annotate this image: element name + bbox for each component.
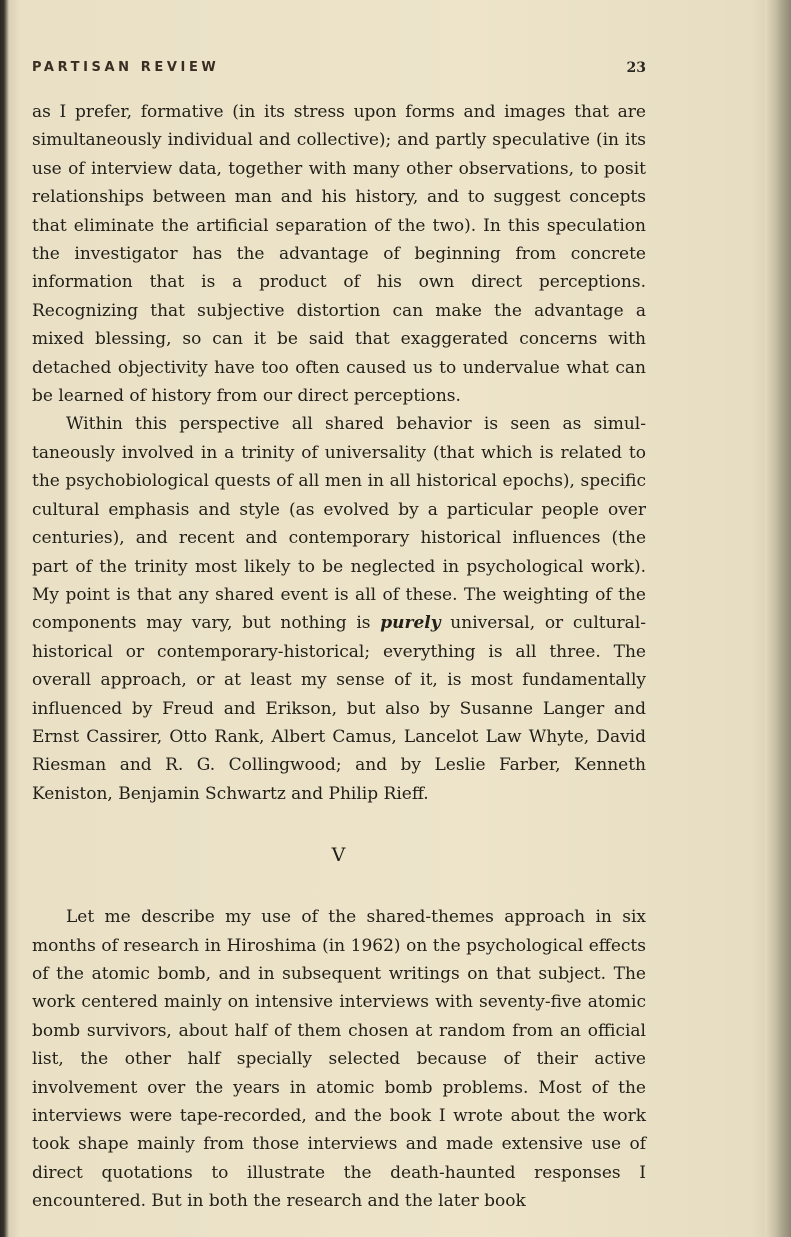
page-binding-shadow [765,0,791,1237]
page-number: 23 [626,60,646,76]
paragraph-1: as I prefer, formative (in its stress upon forms and images that are simultaneously individual and collective); and partly speculative (in its use of interview data, together with many other observations, to posit relationships between man and his history, and to suggest concepts that eliminate the artificial separation of the two). In this speculation the investigator has the advantage of beginning from concrete information that is a product of his own direct perceptions. Recognizing that subjective distortion can make the advantage a mixed blessing, so can it be said that exaggerated concerns with detached objectivity have too often caused us to undervalue what can be learned of history from our direct perceptions. [32,102,646,407]
page-header [32,60,646,84]
paragraph-2 [32,410,646,808]
running-head: PARTISAN REVIEW [32,60,220,75]
body-text [32,98,646,1216]
paragraph-2-text-before: Within this perspective all shared behavior is seen as simultaneously involved in a trinity of universality (that which is related to the psychobiological quests of all men in all historical epochs), specific cultural emphasis and style (as evolved by a particular people over centuries), and recent and contemporary historical influences (the part of the trinity most likely to be neglected in psychological work). My point is that any shared event is all of these. The weighting of the components may vary, but nothing is [32,414,646,634]
section-heading: V [331,844,347,867]
paragraph-3: Let me describe my use of the shared-themes approach in six months of research in Hiroshima (in 1962) on the psychological effects of the atomic bomb, and in subsequent writings on that subject. The work centered mainly on intensive interviews with seventy-five atomic bomb survivors, about half of them chosen at random from an official list, the other half specially selected because of their active involvement over the years in atomic bomb problems. Most of the interviews were tape-recorded, and the book I wrote about the work took shape mainly from those interviews and made extensive use of direct quotations to illustrate the death-haunted responses I encountered. But in both the research and the later book [32,907,646,1212]
paragraph-2-text-after: universal, or cultural-historical or contemporary-historical; everything is all three. The overall approach, or at least my sense of it, is most fundamentally influenced by Freud and Erikson, but also by Susanne Langer and Ernst Cassirer, Otto Rank, Albert Camus, Lancelot Law Whyte, David Riesman and R. G. Collingwood; and by Leslie Farber, Kenneth Keniston, Benjamin Schwartz and Philip Rieff. [32,613,647,804]
emphasis-purely: purely [380,613,441,634]
